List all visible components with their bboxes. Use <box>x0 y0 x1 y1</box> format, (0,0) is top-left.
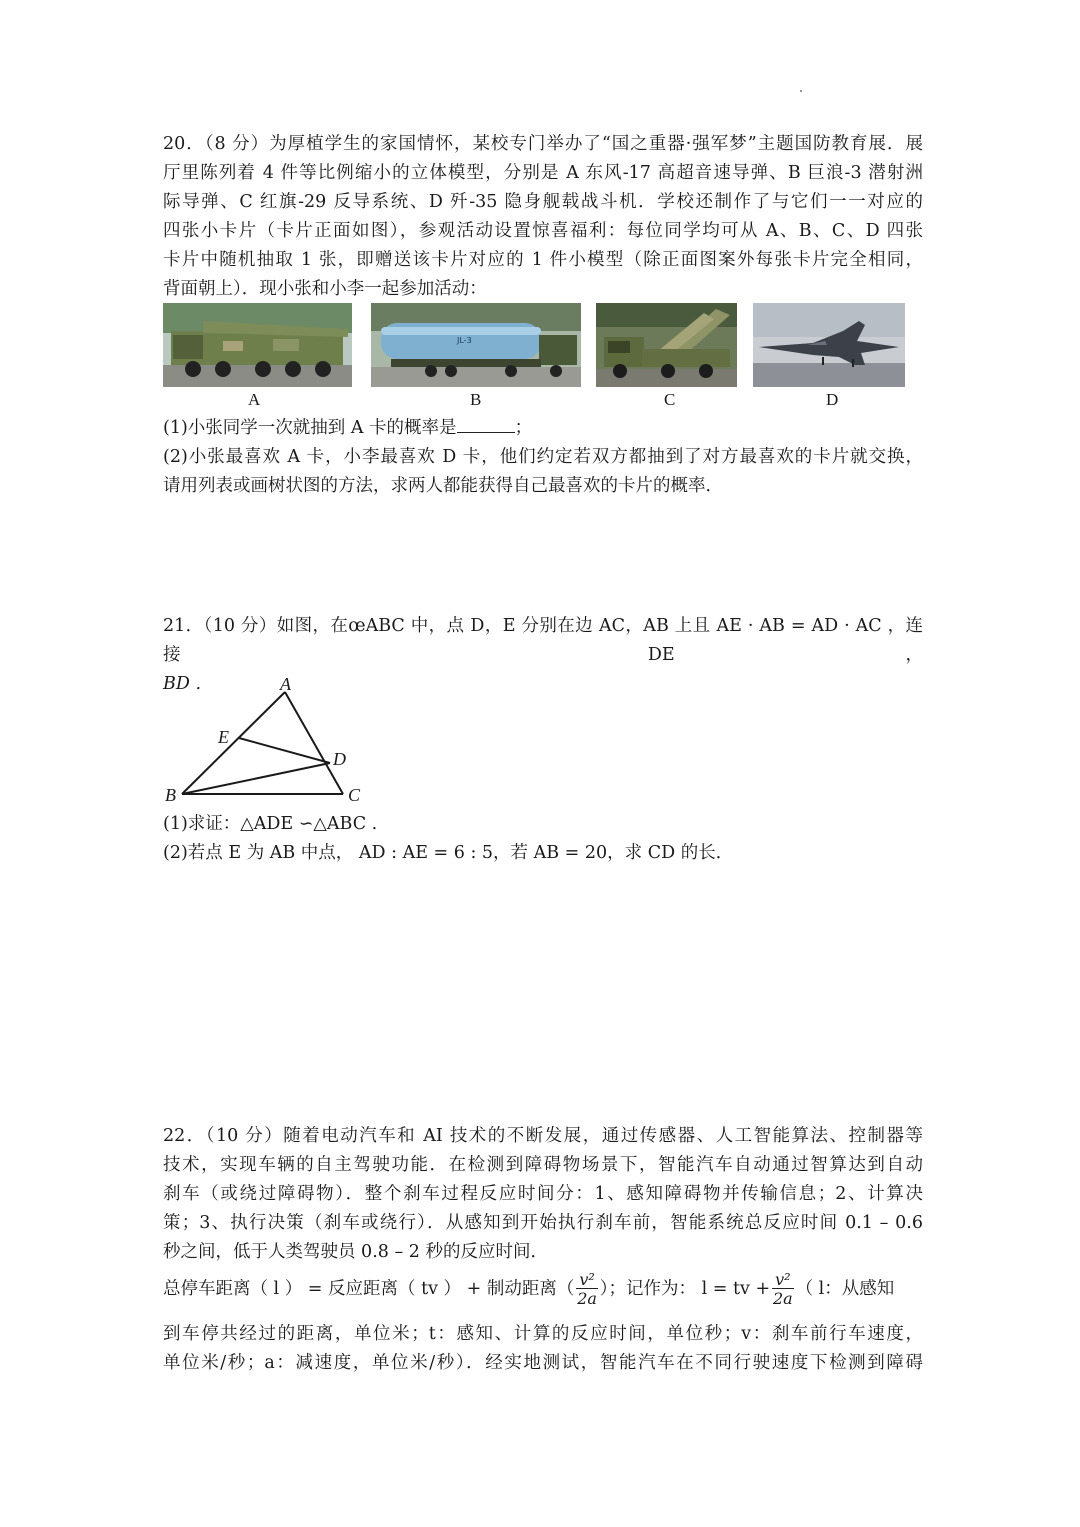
card-a-caption: A <box>248 390 261 409</box>
formula-part-1: 总停车距离（ l ） = 反应距离（ tv ） + 制动距离（ <box>163 1279 575 1299</box>
question-22-continued <box>163 1320 923 1378</box>
segment-de <box>239 738 330 763</box>
question-20 <box>163 130 923 304</box>
q20-line-2: 厅里陈列着 4 件等比例缩小的立体模型，分别是 A 东风-17 高超音速导弹、B 巨浪-3 潜射洲 <box>163 163 923 183</box>
card-c-caption: C <box>664 390 676 409</box>
point-b-label: B <box>165 785 176 805</box>
q20-line-6: 背面朝上）．现小张和小李一起参加活动： <box>163 279 487 299</box>
q20-line-4: 四张小卡片（卡片正面如图），参观活动设置惊喜福利：每位同学均可从 A、B、C、D 四张 <box>163 221 923 241</box>
fraction-denominator-2: 2a <box>773 1289 793 1308</box>
point-e-label: E <box>218 727 229 747</box>
side-ac <box>285 692 343 794</box>
formula-part-3: （ l：从感知 <box>795 1279 895 1299</box>
question-21-subparts <box>163 810 923 868</box>
question-20-subparts <box>163 414 923 501</box>
q21-sub1: (1)求证：△ADE ∽△ABC . <box>163 814 378 834</box>
scan-speck <box>800 90 802 92</box>
point-a-label: A <box>280 674 291 694</box>
q22-line-3: 刹车（或绕过障碍物）．整个刹车过程反应时间分：1、感知障碍物并传输信息；2、计算决 <box>163 1184 923 1204</box>
q20-sub1 <box>163 414 923 443</box>
q20-sub2-line-1: (2)小张最喜欢 A 卡，小李最喜欢 D 卡，他们约定若双方都抽到了对方最喜欢的卡片就交换， <box>163 447 923 467</box>
card-d-fighter-jet-image <box>753 303 905 387</box>
segment-bd <box>182 763 330 794</box>
card-b-caption: B <box>470 390 482 409</box>
card-d-caption: D <box>826 390 839 409</box>
q20-line-5: 卡片中随机抽取 1 张，即赠送该卡片对应的 1 件小模型（除正面图案外每张卡片完全相同， <box>163 250 923 270</box>
stopping-distance-formula <box>163 1272 923 1312</box>
q20-sub2-line-2: 请用列表或画树状图的方法，求两人都能获得自己最喜欢的卡片的概率． <box>163 476 723 496</box>
card-c-air-defense-image <box>596 303 737 387</box>
point-c-label: C <box>348 785 361 805</box>
question-22 <box>163 1122 923 1267</box>
point-d-label: D <box>333 749 346 769</box>
q22-line-5: 秒之间，低于人类驾驶员 0.8 – 2 秒的反应时间． <box>163 1242 548 1262</box>
fraction-numerator: v² <box>576 1272 597 1289</box>
missile-label: JL-3 <box>457 336 472 345</box>
triangle-diagram <box>160 670 380 810</box>
braking-fraction-2 <box>772 1272 793 1307</box>
q20-line-1: 20．（8 分）为厚植学生的家国情怀，某校专门举办了“国之重器·强军梦”主题国防教育展．展 <box>163 134 923 154</box>
q21-line-2: BD . <box>163 674 202 694</box>
card-b-missile-image <box>371 303 581 387</box>
side-ab <box>182 692 285 794</box>
fraction-denominator: 2a <box>577 1289 597 1308</box>
formula-part-2: ）；记作为： l = tv + <box>599 1279 771 1299</box>
q22-line-2: 技术，实现车辆的自主驾驶功能．在检测到障碍物场景下，智能汽车自动通过智算达到自动 <box>163 1155 923 1175</box>
q20-sub1-end: ； <box>514 418 533 438</box>
q22-after-line-1: 到车停共经过的距离，单位米；t：感知、计算的反应时间，单位秒；v：刹车前行车速度， <box>163 1324 923 1344</box>
q22-after-line-2: 单位米/秒；a：减速度，单位米/秒）．经实地测试，智能汽车在不同行驶速度下检测到障碍 <box>163 1353 923 1373</box>
q21-sub2: (2)若点 E 为 AB 中点， AD : AE = 6 : 5，若 AB = 20，求 CD 的长． <box>163 843 734 863</box>
q22-line-4: 策；3、执行决策（刹车或绕行）．从感知到开始执行刹车前，智能系统总反应时间 0.1 – 0.6 <box>163 1213 923 1233</box>
q22-line-1: 22．（10 分）随着电动汽车和 AI 技术的不断发展，通过传感器、人工智能算法、控制器等 <box>163 1126 923 1146</box>
q20-line-3: 际导弹、C 红旗-29 反导系统、D 歼-35 隐身舰载战斗机．学校还制作了与它们一一对应的 <box>163 192 923 212</box>
q21-line-1: 21．（10 分）如图，在œABC 中，点 D，E 分别在边 AC，AB 上且 AE · AB = AD · AC ，连接 DE， <box>163 616 923 665</box>
card-a-missile-launcher-image <box>163 303 352 387</box>
answer-blank <box>457 414 515 433</box>
q20-sub1-text: (1)小张同学一次就抽到 A 卡的概率是 <box>163 418 457 438</box>
fraction-numerator-2: v² <box>772 1272 793 1289</box>
braking-fraction <box>576 1272 597 1307</box>
